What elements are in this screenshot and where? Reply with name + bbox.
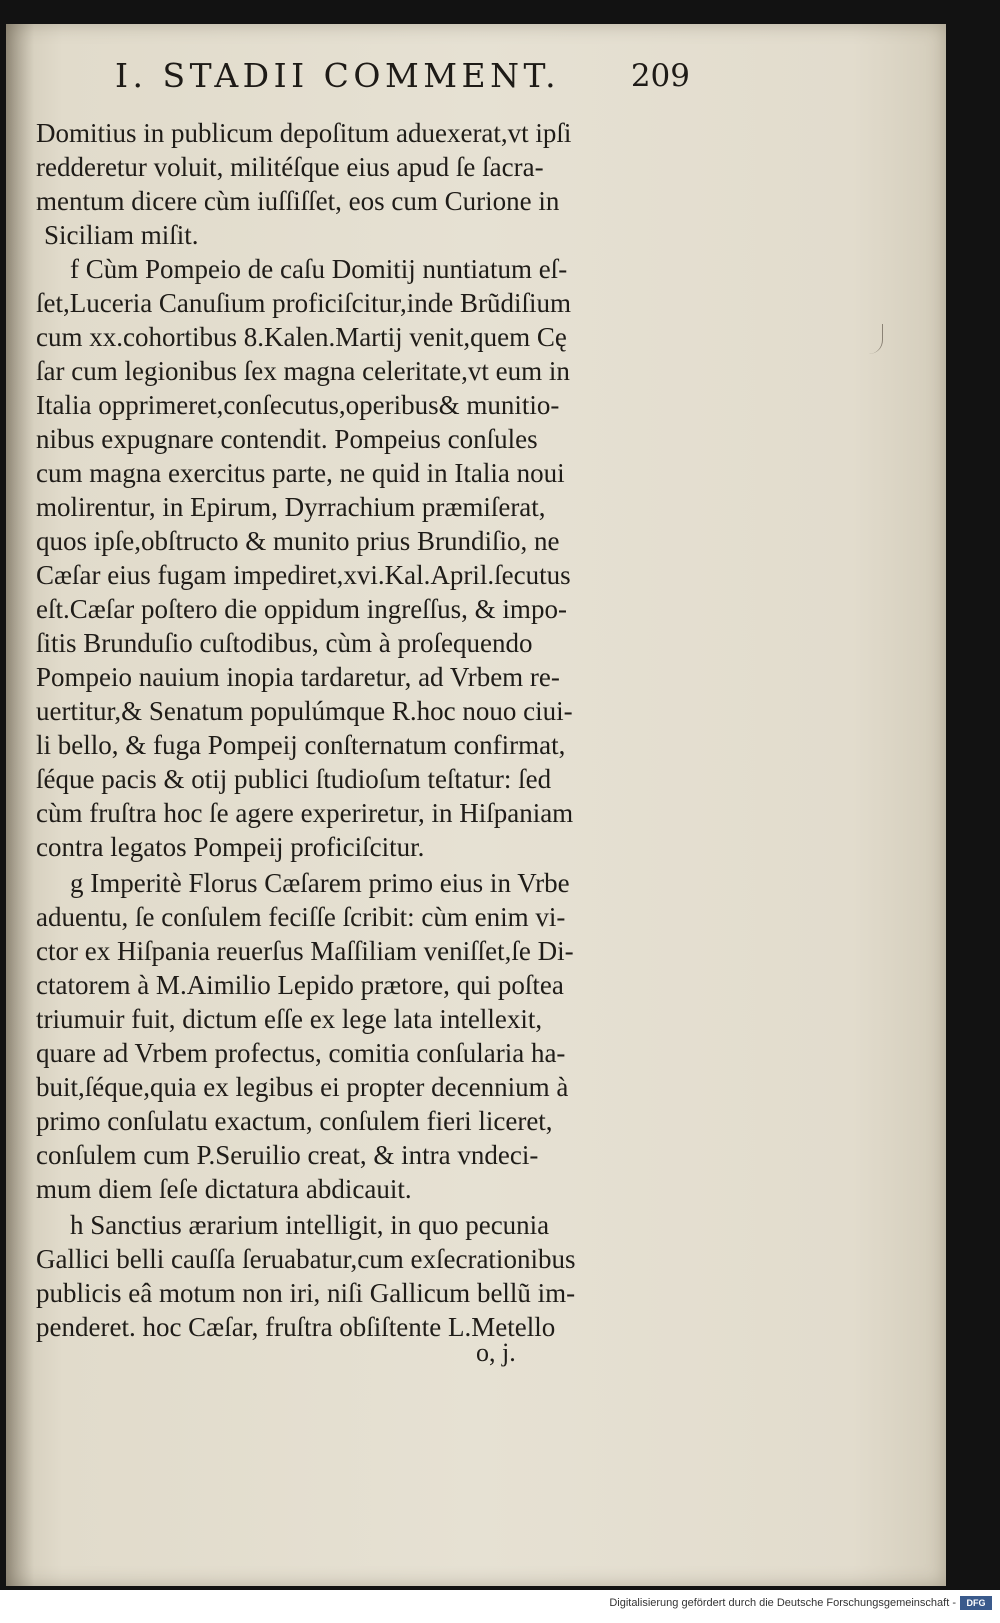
text-line: ſitis Brunduſio cuſtodibus, cùm à proſequendo [36,628,533,658]
text-line: cum xx.cohortibus 8.Kalen.Martij venit,quem Cę [36,322,567,352]
text-line: uertitur,& Senatum populúmque R.hoc nouo ciui- [36,696,573,726]
text-line: aduentu, ſe conſulem feciſſe ſcribit: cùm enim vi- [36,902,566,932]
text-line: Domitius in publicum depoſitum aduexerat,vt ipſi [36,118,572,148]
body-text [36,116,676,1386]
text-line: molirentur, in Epirum, Dyrrachium præmiſerat, [36,492,546,522]
text-line: penderet. hoc Cæſar, fruſtra obſiſtente L.Metello [36,1312,556,1342]
text-line: mum diem ſeſe dictatura abdicauit. [36,1174,412,1204]
margin-pen-mark [864,324,883,354]
text-line: publicis eâ motum non iri, niſi Gallicum bellũ im- [36,1278,576,1308]
text-line: quare ad Vrbem profectus, comitia conſularia ha- [36,1038,566,1068]
text-line: nibus expugnare contendit. Pompeius conſules [36,424,538,454]
text-line: g Imperitè Florus Cæſarem primo eius in Vrbe [70,868,570,898]
text-line: mentum dicere cùm iuſſiſſet, eos cum Curione in [36,186,560,216]
text-line: f Cùm Pompeio de caſu Domitij nuntiatum eſ- [70,254,568,284]
text-line: eſt.Cæſar poſtero die oppidum ingreſſus, & impo- [36,594,567,624]
page-header [115,56,690,116]
digitization-footer [0,1590,1000,1623]
text-line: contra legatos Pompeij proficiſcitur. [36,832,425,862]
dfg-logo: DFG [960,1596,992,1610]
text-line: primo conſulatu exactum, conſulem fieri liceret, [36,1106,553,1136]
text-line: Cæſar eius fugam impediret,xvi.Kal.April.ſecutus [36,560,571,590]
text-line: li bello, & fuga Pompeij conſternatum confirmat, [36,730,566,760]
text-line: buit,ſéque,quia ex legibus ei propter decennium à [36,1072,569,1102]
text-line: redderetur voluit, militéſque eius apud ſe ſacra- [36,152,544,182]
text-line: ſet,Luceria Canuſium proficiſcitur,inde Brũdiſium [36,288,572,318]
gutter-shadow [6,24,34,1586]
running-head: I. STADII COMMENT. [115,56,561,95]
signature-mark: o, j. [476,1338,516,1367]
text-line: ctor ex Hiſpania reuerſus Maſſiliam veniſſet,ſe Di- [36,936,574,966]
text-line: ſéque pacis & otij publici ſtudioſum teſtatur: ſed [36,764,552,794]
page-number: 209 [630,58,690,94]
text-line: ctatorem à M.Aimilio Lepido prætore, qui poſtea [36,970,564,1000]
funding-credit: Digitalisierung gefördert durch die Deutsche Forschungsgemeinschaft - [609,1597,956,1609]
text-line: Pompeio nauium inopia tardaretur, ad Vrbem re- [36,662,560,692]
text-line: Gallici belli cauſſa ſeruabatur,cum exſecrationibus [36,1244,576,1274]
text-line: Siciliam miſit. [44,220,199,250]
text-line: h Sanctius ærarium intelligit, in quo pecunia [70,1210,550,1240]
text-line: quos ipſe,obſtructo & munito prius Brundiſio, ne [36,526,560,556]
text-line: cùm fruſtra hoc ſe agere experiretur, in Hiſpaniam [36,798,574,828]
text-line: cum magna exercitus parte, ne quid in Italia noui [36,458,565,488]
text-line: triumuir fuit, dictum eſſe ex lege lata intellexit, [36,1004,543,1034]
text-line: Italia opprimeret,conſecutus,operibus& munitio- [36,390,560,420]
text-line: ſar cum legionibus ſex magna celeritate,vt eum in [36,356,570,386]
text-line: conſulem cum P.Seruilio creat, & intra vndeci- [36,1140,539,1170]
